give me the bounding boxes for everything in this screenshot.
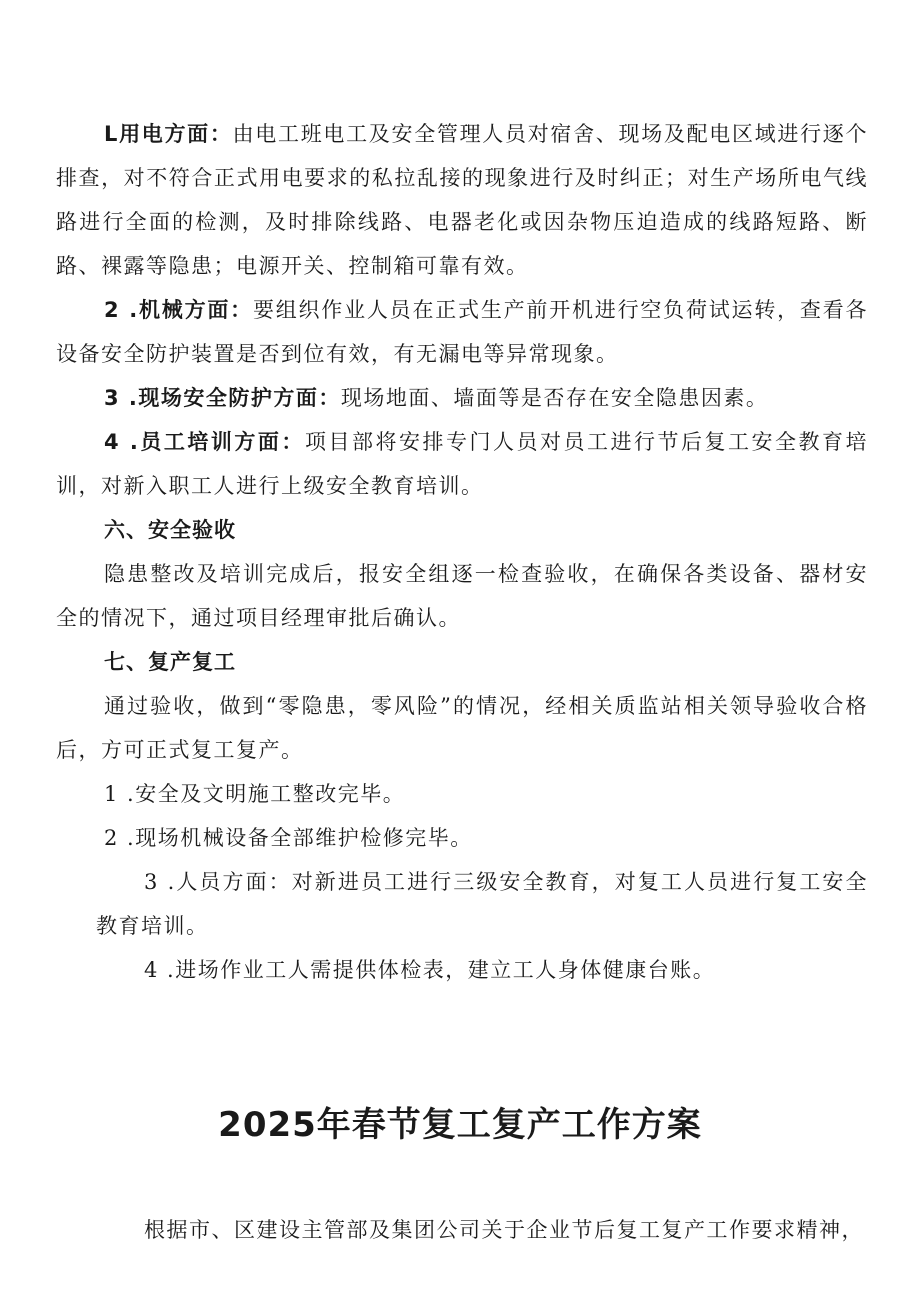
item-label: 3 .现场安全防护方面： (104, 386, 341, 410)
item-text: 现场地面、墙面等是否存在安全隐患因素。 (340, 386, 769, 410)
list-item: 3 .人员方面：对新进员工进行三级安全教育，对复工人员进行复工安全教育培训。 (96, 870, 868, 938)
paragraph-intro: 根据市、区建设主管部及集团公司关于企业节后复工复产工作要求精神， (144, 1218, 864, 1242)
paragraph-acceptance: 隐患整改及培训完成后，报安全组逐一检查验收，在确保各类设备、器材安全的情况下，通过项目经理审批后确认。 (56, 562, 868, 630)
item-label: 4 .员工培训方面： (104, 430, 305, 454)
section-heading-acceptance: 六、安全验收 (104, 518, 236, 542)
item-label: 2 .机械方面： (104, 298, 253, 322)
paragraph-resumption-intro: 通过验收，做到“零隐患，零风险”的情况，经相关质监站相关领导验收合格后，方可正式复工复产。 (56, 694, 868, 762)
section-heading-resumption: 七、复产复工 (104, 650, 236, 674)
item-text: 由电工班电工及安全管理人员对宿舍、现场及配电区域进行逐个排查，对不符合正式用电要求的私拉乱接的现象进行及时纠正；对生产场所电气线路进行全面的检测，及时排除线路、电器老化或因杂物压迫造成的线路短路、断路、裸露等隐患；电源开关、控制箱可靠有效。 (56, 122, 868, 278)
item-text: 项目部将安排专门人员对员工进行节后复工安全教育培训，对新入职工人进行上级安全教育培训。 (56, 430, 869, 498)
paragraph-staff-training (56, 420, 868, 508)
document-title: 2025年春节复工复产工作方案 (218, 1105, 702, 1145)
list-item: 4 .进场作业工人需提供体检表，建立工人身体健康台账。 (144, 958, 716, 982)
item-label: L用电方面： (104, 122, 233, 146)
paragraph-electricity (56, 112, 868, 288)
paragraph-machinery (56, 288, 868, 376)
item-text: 要组织作业人员在正式生产前开机进行空负荷试运转，查看各设备安全防护装置是否到位有效，有无漏电等异常现象。 (56, 298, 868, 366)
list-item: 1 .安全及文明施工整改完毕。 (104, 782, 406, 806)
list-item: 2 .现场机械设备全部维护检修完毕。 (104, 826, 473, 850)
paragraph-site-safety (56, 376, 868, 420)
